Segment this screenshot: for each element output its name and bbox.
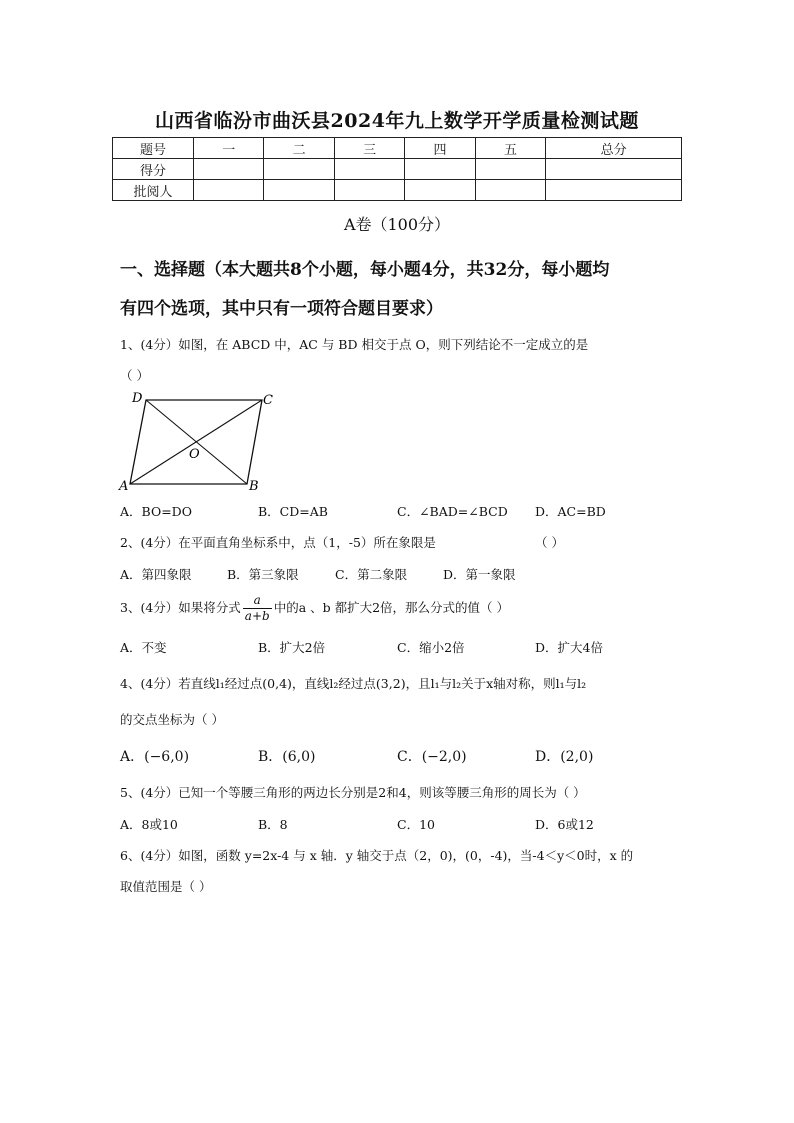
- table-cell: 题号: [113, 138, 194, 159]
- table-cell[interactable]: [264, 159, 334, 180]
- table-cell[interactable]: [334, 180, 404, 201]
- page-title: 山西省临汾市曲沃县2024年九上数学开学质量检测试题: [155, 110, 639, 132]
- diagonal-bd: [146, 400, 247, 484]
- fraction: [243, 593, 272, 624]
- question-3-option-c[interactable]: C．缩小2倍: [397, 640, 465, 655]
- label-c: C: [263, 393, 273, 408]
- table-cell[interactable]: [546, 159, 682, 180]
- table-cell[interactable]: [475, 159, 545, 180]
- fraction-denominator: a+b: [244, 609, 270, 623]
- question-4-text: 4、(4分）若直线l₁经过点(0,4)，直线l₂经过点(3,2)，且l₁与l₂关于x轴对称，则l₁与l₂: [120, 676, 587, 691]
- volume-title: A卷（100分）: [343, 215, 451, 234]
- table-cell[interactable]: [194, 159, 264, 180]
- score-table-row: [113, 180, 682, 201]
- table-cell[interactable]: [194, 180, 264, 201]
- table-cell: 得分: [113, 159, 194, 180]
- score-table-header-row: [113, 138, 682, 159]
- question-2-option-a[interactable]: A．第四象限: [120, 567, 192, 582]
- table-cell: 四: [405, 138, 475, 159]
- question-1-option-a[interactable]: A．BO=DO: [120, 504, 192, 519]
- question-6-text: 6、(4分）如图，函数 y=2x-4 与 x 轴．y 轴交于点（2，0)，(0，-4)，当-4＜y＜0时，x 的: [120, 848, 634, 863]
- label-a: A: [119, 479, 129, 494]
- question-4-option-c[interactable]: C．(−2,0): [397, 749, 467, 765]
- question-2-option-d[interactable]: D．第一象限: [443, 567, 516, 582]
- question-1-bracket: （ ）: [120, 368, 149, 383]
- question-5-option-a[interactable]: A．8或10: [120, 817, 178, 832]
- table-cell[interactable]: [405, 180, 475, 201]
- label-d: D: [132, 391, 143, 406]
- score-table: [112, 137, 682, 201]
- table-cell[interactable]: [264, 180, 334, 201]
- table-cell: 三: [334, 138, 404, 159]
- table-cell: 总分: [546, 138, 682, 159]
- question-3-option-b[interactable]: B．扩大2倍: [258, 640, 326, 655]
- question-5-text: 5、(4分）已知一个等腰三角形的两边长分别是2和4，则该等腰三角形的周长为（ ）: [120, 785, 586, 800]
- question-4-option-a[interactable]: A．(−6,0): [120, 749, 190, 765]
- question-4-option-b[interactable]: B．(6,0): [258, 749, 316, 765]
- question-1-option-c[interactable]: C．∠BAD=∠BCD: [397, 504, 508, 519]
- question-2-option-c[interactable]: C．第二象限: [335, 567, 408, 582]
- question-2-text: 2、(4分）在平面直角坐标系中，点（1，-5）所在象限是: [120, 535, 436, 550]
- section-heading-line2: 有四个选项，其中只有一项符合题目要求）: [120, 299, 443, 319]
- question-3-text-b: 中的a 、b 都扩大2倍，那么分式的值（ ）: [273, 600, 510, 615]
- score-table-row: [113, 159, 682, 180]
- table-cell[interactable]: [334, 159, 404, 180]
- fraction-numerator: a: [253, 593, 261, 607]
- question-4-option-d[interactable]: D．(2,0): [535, 749, 594, 765]
- question-2-bracket: （ ）: [535, 535, 564, 550]
- question-5-option-d[interactable]: D．6或12: [535, 817, 594, 832]
- section-heading-line1: 一、选择题（本大题共8个小题，每小题4分，共32分，每小题均: [120, 260, 610, 280]
- question-2-option-b[interactable]: B．第三象限: [227, 567, 299, 582]
- question-3-option-a[interactable]: A．不变: [120, 640, 167, 655]
- table-cell: 五: [475, 138, 545, 159]
- table-cell[interactable]: [475, 180, 545, 201]
- question-1-option-d[interactable]: D．AC=BD: [535, 504, 606, 519]
- question-6-text-line2: 取值范围是（ ）: [120, 879, 212, 894]
- question-1-option-b[interactable]: B．CD=AB: [258, 504, 328, 519]
- label-o: O: [189, 447, 200, 462]
- question-3-text-a: 3、(4分）如果将分式: [120, 600, 241, 615]
- question-5-option-c[interactable]: C．10: [397, 817, 435, 832]
- table-cell[interactable]: [546, 180, 682, 201]
- question-1-text: 1、(4分）如图，在 ABCD 中，AC 与 BD 相交于点 O，则下列结论不一定成立的是: [120, 337, 589, 352]
- table-cell[interactable]: [405, 159, 475, 180]
- table-cell: 批阅人: [113, 180, 194, 201]
- question-3-text: [120, 593, 509, 624]
- label-b: B: [249, 479, 259, 494]
- table-cell: 二: [264, 138, 334, 159]
- question-5-option-b[interactable]: B．8: [258, 817, 288, 832]
- table-cell: 一: [194, 138, 264, 159]
- question-3-option-d[interactable]: D．扩大4倍: [535, 640, 603, 655]
- parallelogram-figure: [112, 388, 282, 496]
- question-4-text-line2: 的交点坐标为（ ）: [120, 712, 224, 727]
